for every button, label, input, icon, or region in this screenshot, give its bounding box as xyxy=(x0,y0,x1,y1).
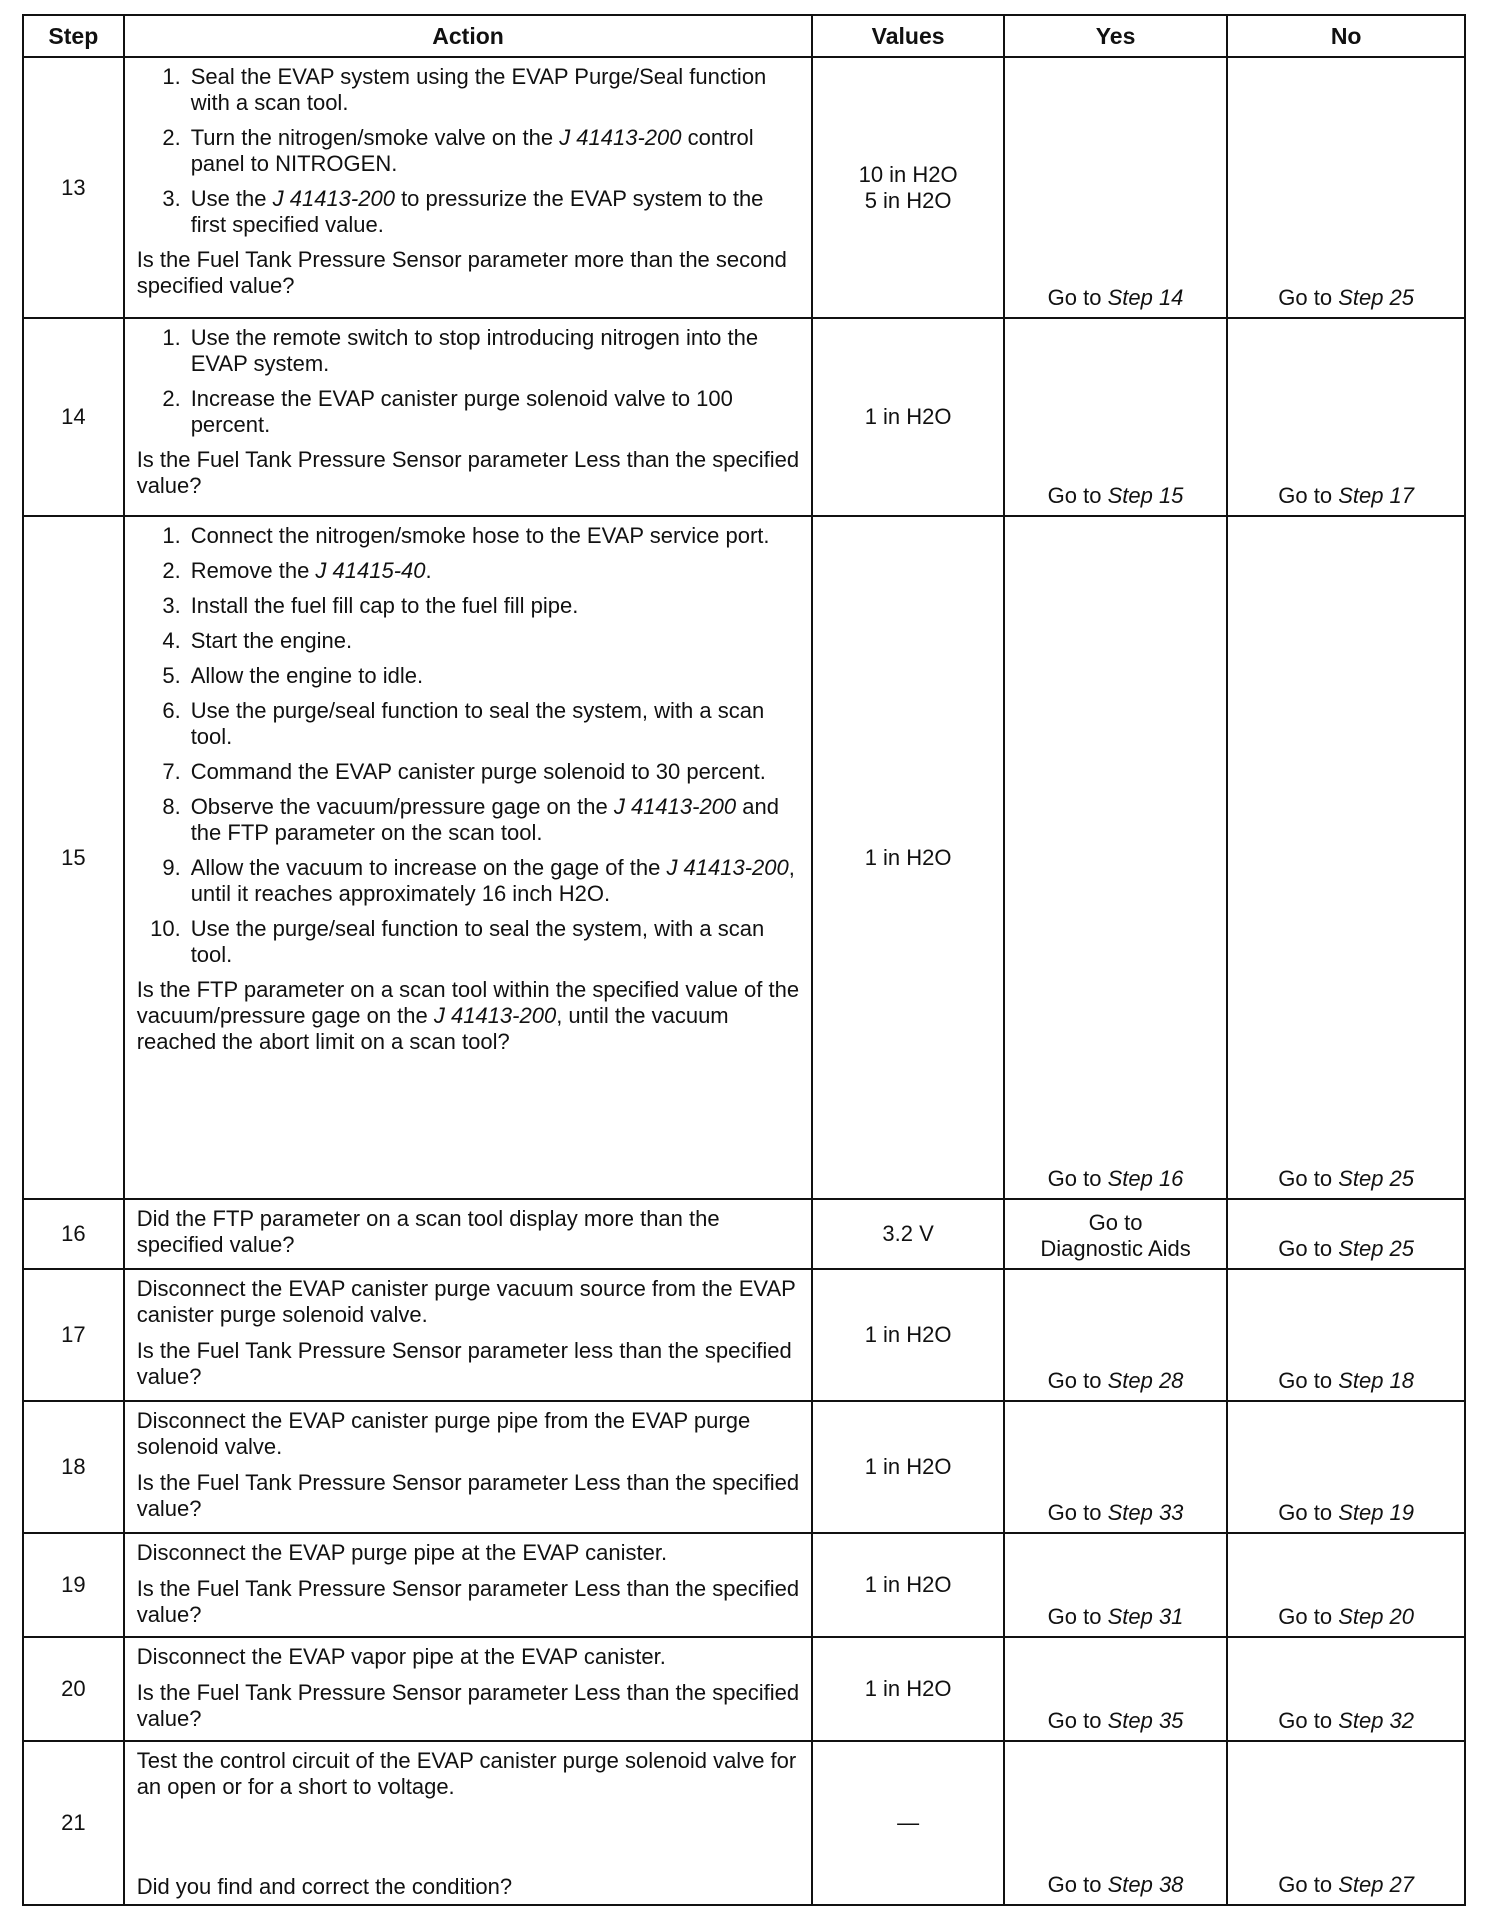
spec-value: 1 in H2O xyxy=(864,1454,952,1479)
action-item xyxy=(137,386,800,438)
table-row xyxy=(23,1199,1465,1269)
spec-value: 5 in H2O xyxy=(864,187,952,213)
text-run: Seal the EVAP system using the EVAP Purge/Seal function with a scan tool. xyxy=(190,64,767,115)
text-run: Remove the xyxy=(190,558,316,583)
text-run: control panel to NITROGEN. xyxy=(190,125,754,176)
question-text xyxy=(137,977,800,1055)
item-text xyxy=(191,628,800,654)
action-item xyxy=(137,325,800,377)
step-number: 20 xyxy=(23,1637,124,1741)
text-run: Observe the vacuum/pressure gage on the xyxy=(190,794,614,819)
action-item xyxy=(137,186,800,238)
question-text: Did the FTP parameter on a scan tool display more than the specified value? xyxy=(136,1206,720,1257)
step-number: 16 xyxy=(23,1199,124,1269)
text-run: Install the fuel fill cap to the fuel fill pipe. xyxy=(190,593,579,618)
item-number: 2. xyxy=(162,558,181,583)
goto-step: Step 38 xyxy=(1107,1872,1184,1897)
header-action: Action xyxy=(124,15,813,57)
goto-label: Go to xyxy=(1047,483,1108,508)
text-run: and the FTP parameter on the scan tool. xyxy=(190,794,779,845)
item-text xyxy=(191,523,800,549)
values-cell xyxy=(812,1401,1003,1533)
yes-cell xyxy=(1004,1199,1228,1269)
item-number: 1. xyxy=(162,523,181,548)
action-text: Disconnect the EVAP purge pipe at the EVAP canister. xyxy=(136,1540,668,1565)
question-text: Did you find and correct the condition? xyxy=(136,1874,513,1899)
goto-step: Step 20 xyxy=(1338,1604,1415,1629)
goto-step: Step 25 xyxy=(1338,1166,1415,1191)
item-text xyxy=(191,663,800,689)
text-run: Increase the EVAP canister purge solenoid valve to 100 percent. xyxy=(190,386,733,437)
action-item xyxy=(137,125,800,177)
text-run: Turn the nitrogen/smoke valve on the xyxy=(190,125,560,150)
header-values: Values xyxy=(812,15,1003,57)
action-item xyxy=(137,698,800,750)
item-number: 1. xyxy=(162,64,181,89)
item-text xyxy=(191,558,800,584)
text-run: Use the purge/seal function to seal the system, with a scan tool. xyxy=(190,916,765,967)
table-row xyxy=(23,1533,1465,1637)
values-cell xyxy=(812,516,1003,1199)
action-item xyxy=(137,855,800,907)
goto-label: Go to xyxy=(1278,1872,1339,1897)
step-number: 18 xyxy=(23,1401,124,1533)
item-text xyxy=(191,186,800,238)
goto-label: Go to xyxy=(1278,1236,1339,1261)
item-number: 2. xyxy=(162,386,181,411)
action-text: Disconnect the EVAP canister purge pipe from the EVAP purge solenoid valve. xyxy=(136,1408,751,1459)
goto-label: Go to xyxy=(1278,1368,1339,1393)
goto-label: Go to xyxy=(1047,1500,1108,1525)
action-cell xyxy=(124,1741,813,1905)
action-cell xyxy=(124,1401,813,1533)
header-no: No xyxy=(1227,15,1465,57)
spec-value: 1 in H2O xyxy=(864,1676,952,1701)
values-cell xyxy=(812,1741,1003,1905)
item-number: 5. xyxy=(162,663,181,688)
item-number: 4. xyxy=(162,628,181,653)
goto-label: Go to xyxy=(1047,1368,1108,1393)
action-item xyxy=(137,663,800,689)
action-item xyxy=(137,628,800,654)
spec-value: 10 in H2O xyxy=(858,161,958,187)
goto-step: Step 27 xyxy=(1338,1872,1415,1897)
spec-value: 1 in H2O xyxy=(864,844,952,870)
values-cell xyxy=(812,1269,1003,1401)
goto-step: Step 25 xyxy=(1338,1236,1415,1261)
item-number: 6. xyxy=(162,698,181,723)
text-run: Allow the vacuum to increase on the gage of the xyxy=(190,855,667,880)
goto-label: Go to xyxy=(1047,1708,1108,1733)
item-number: 7. xyxy=(162,759,181,784)
action-cell xyxy=(124,1637,813,1741)
goto-step: Step 33 xyxy=(1107,1500,1184,1525)
text-run: Use the purge/seal function to seal the system, with a scan tool. xyxy=(190,698,765,749)
goto-step: Step 28 xyxy=(1107,1368,1184,1393)
no-cell xyxy=(1227,1199,1465,1269)
no-cell xyxy=(1227,1401,1465,1533)
goto-step: Step 16 xyxy=(1107,1166,1184,1191)
item-number: 2. xyxy=(162,125,181,150)
yes-cell xyxy=(1004,1401,1228,1533)
action-item xyxy=(137,523,800,549)
item-text xyxy=(191,386,800,438)
step-number: 17 xyxy=(23,1269,124,1401)
yes-cell xyxy=(1004,1741,1228,1905)
action-list xyxy=(137,64,800,238)
table-row xyxy=(23,1269,1465,1401)
no-cell xyxy=(1227,1741,1465,1905)
question-text: Is the Fuel Tank Pressure Sensor parameter Less than the specified value? xyxy=(136,1576,800,1627)
tool-ref: J 41413-200 xyxy=(433,1003,557,1028)
item-text xyxy=(191,125,800,177)
values-cell xyxy=(812,318,1003,516)
header-step: Step xyxy=(23,15,124,57)
spacer xyxy=(137,1810,800,1874)
action-cell xyxy=(124,318,813,516)
action-item xyxy=(137,916,800,968)
text-run: Use the remote switch to stop introducing nitrogen into the EVAP system. xyxy=(190,325,759,376)
goto-label: Go to xyxy=(1088,1210,1143,1235)
values-cell xyxy=(812,1199,1003,1269)
question-text: Is the Fuel Tank Pressure Sensor parameter Less than the specified value? xyxy=(136,1470,800,1521)
text-run: . xyxy=(425,558,432,583)
action-cell xyxy=(124,1269,813,1401)
goto-step: Step 25 xyxy=(1338,285,1415,310)
yes-cell xyxy=(1004,1637,1228,1741)
action-cell xyxy=(124,1199,813,1269)
spec-value: — xyxy=(897,1810,920,1835)
goto-label: Go to xyxy=(1278,483,1339,508)
goto-label: Go to xyxy=(1278,285,1339,310)
step-number: 19 xyxy=(23,1533,124,1637)
header-row xyxy=(23,15,1465,57)
item-number: 9. xyxy=(162,855,181,880)
step-number: 15 xyxy=(23,516,124,1199)
text-run: Use the xyxy=(190,186,273,211)
action-cell xyxy=(124,57,813,318)
item-text xyxy=(191,325,800,377)
goto-label: Go to xyxy=(1278,1604,1339,1629)
goto-label: Go to xyxy=(1278,1708,1339,1733)
text-run: , until the vacuum reached the abort limit on a scan tool? xyxy=(136,1003,729,1054)
item-number: 10. xyxy=(150,916,181,941)
action-list xyxy=(137,523,800,968)
item-number: 1. xyxy=(162,325,181,350)
action-item xyxy=(137,558,800,584)
yes-cell xyxy=(1004,1533,1228,1637)
tool-ref: J 41413-200 xyxy=(666,855,789,880)
item-text xyxy=(191,855,800,907)
diagnostic-table xyxy=(22,14,1466,1906)
goto-label: Go to xyxy=(1278,1500,1339,1525)
goto-label: Go to xyxy=(1047,285,1108,310)
spec-value: 1 in H2O xyxy=(864,1572,952,1597)
header-yes: Yes xyxy=(1004,15,1228,57)
item-text xyxy=(191,916,800,968)
table-body xyxy=(23,57,1465,1905)
item-text xyxy=(191,698,800,750)
no-cell xyxy=(1227,1269,1465,1401)
step-number: 13 xyxy=(23,57,124,318)
goto-label: Go to xyxy=(1047,1166,1108,1191)
values-cell xyxy=(812,1637,1003,1741)
goto-step: Step 17 xyxy=(1338,483,1415,508)
table-row xyxy=(23,318,1465,516)
action-item xyxy=(137,64,800,116)
tool-ref: J 41415-40 xyxy=(315,558,426,583)
question-text: Is the Fuel Tank Pressure Sensor parameter less than the specified value? xyxy=(136,1338,792,1389)
goto-step: Step 31 xyxy=(1107,1604,1184,1629)
question-text: Is the Fuel Tank Pressure Sensor parameter Less than the specified value? xyxy=(136,447,800,498)
table-row xyxy=(23,1401,1465,1533)
values-cell xyxy=(812,1533,1003,1637)
item-text xyxy=(191,64,800,116)
yes-cell xyxy=(1004,1269,1228,1401)
action-text: Disconnect the EVAP canister purge vacuum source from the EVAP canister purge solenoid valve. xyxy=(136,1276,796,1327)
goto-label: Go to xyxy=(1047,1604,1108,1629)
tool-ref: J 41413-200 xyxy=(272,186,395,211)
text-run: Command the EVAP canister purge solenoid to 30 percent. xyxy=(190,759,766,784)
goto-step: Step 19 xyxy=(1338,1500,1415,1525)
spec-value: 1 in H2O xyxy=(864,1322,952,1347)
goto-step: Step 35 xyxy=(1107,1708,1184,1733)
question-text: Is the Fuel Tank Pressure Sensor parameter Less than the specified value? xyxy=(136,1680,800,1731)
goto-step: Step 15 xyxy=(1107,483,1184,508)
action-item xyxy=(137,593,800,619)
goto-target: Diagnostic Aids xyxy=(1040,1236,1191,1261)
table-row xyxy=(23,1637,1465,1741)
item-number: 3. xyxy=(162,186,181,211)
item-text xyxy=(191,794,800,846)
goto-step: Step 14 xyxy=(1107,285,1184,310)
table-row xyxy=(23,516,1465,1199)
no-cell xyxy=(1227,57,1465,318)
action-item xyxy=(137,794,800,846)
no-cell xyxy=(1227,1533,1465,1637)
goto-label: Go to xyxy=(1047,1872,1108,1897)
yes-cell xyxy=(1004,516,1228,1199)
item-text xyxy=(191,759,800,785)
values-cell xyxy=(812,57,1003,318)
no-cell xyxy=(1227,516,1465,1199)
action-cell xyxy=(124,1533,813,1637)
table-row xyxy=(23,57,1465,318)
text-run: Allow the engine to idle. xyxy=(190,663,424,688)
action-text: Test the control circuit of the EVAP canister purge solenoid valve for an open or for a short to voltage. xyxy=(136,1748,797,1799)
tool-ref: J 41413-200 xyxy=(613,794,737,819)
goto-label: Go to xyxy=(1278,1166,1339,1191)
text-run: to pressurize the EVAP system to the first specified value. xyxy=(190,186,764,237)
yes-cell xyxy=(1004,57,1228,318)
question-text: Is the Fuel Tank Pressure Sensor parameter more than the second specified value? xyxy=(136,247,787,298)
action-text: Disconnect the EVAP vapor pipe at the EVAP canister. xyxy=(136,1644,666,1669)
action-cell xyxy=(124,516,813,1199)
action-item xyxy=(137,759,800,785)
item-text xyxy=(191,593,800,619)
no-cell xyxy=(1227,318,1465,516)
step-number: 21 xyxy=(23,1741,124,1905)
item-number: 8. xyxy=(162,794,181,819)
text-run: Is the FTP parameter on a scan tool within the specified value of the vacuum/pressure gage on the xyxy=(136,977,800,1028)
no-cell xyxy=(1227,1637,1465,1741)
yes-cell xyxy=(1004,318,1228,516)
goto-step: Step 18 xyxy=(1338,1368,1415,1393)
text-run: Connect the nitrogen/smoke hose to the EVAP service port. xyxy=(190,523,770,548)
goto-step: Step 32 xyxy=(1338,1708,1415,1733)
text-run: , until it reaches approximately 16 inch H2O. xyxy=(190,855,795,906)
step-number: 14 xyxy=(23,318,124,516)
table-row xyxy=(23,1741,1465,1905)
text-run: Start the engine. xyxy=(190,628,353,653)
tool-ref: J 41413-200 xyxy=(559,125,682,150)
spec-value: 1 in H2O xyxy=(864,404,952,429)
item-number: 3. xyxy=(162,593,181,618)
spec-value: 3.2 V xyxy=(882,1221,934,1246)
action-list xyxy=(137,325,800,438)
